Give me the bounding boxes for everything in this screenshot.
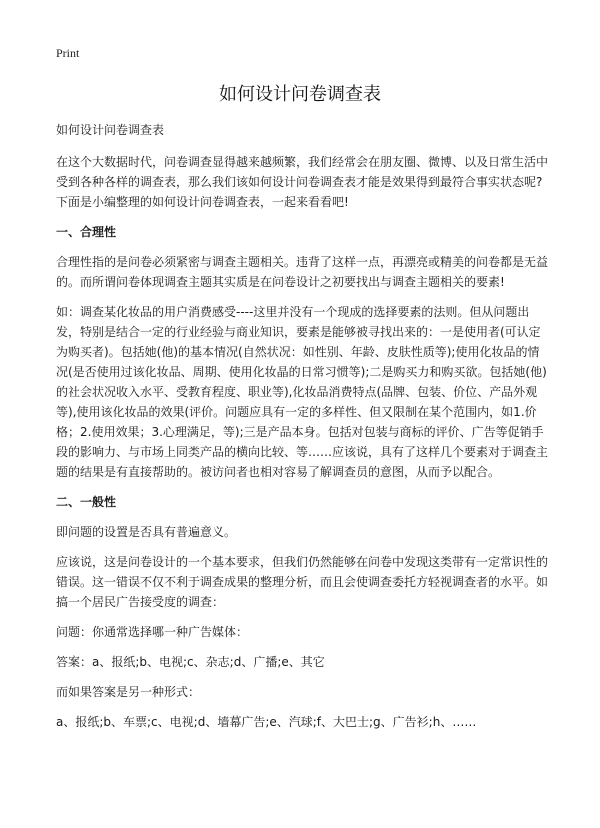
- survey-question: 问题：你通常选择哪一种广告媒体：: [56, 625, 249, 639]
- rationality-paragraph-1: 合理性指的是问卷必须紧密与调查主题相关。违背了这样一点，再漂亮或精美的问卷都是无益的。而所谓问卷体现调查主题其实质是在问卷设计之初要找出与调查主题相关的要素!: [56, 255, 549, 289]
- alternative-answer: a、报纸;b、车票;c、电视;d、墙幕广告;e、汽球;f、大巴士;g、广告衫;h、……: [56, 715, 477, 729]
- survey-answer: 答案：a、报纸;b、电视;c、杂志;d、广播;e、其它: [56, 655, 325, 669]
- article-subtitle: 如何设计问卷调查表: [56, 123, 165, 137]
- intro-paragraph: 在这个大数据时代，问卷调查显得越来越频繁，我们经常会在朋友圈、微博、以及日常生活中受到各种各样的调查表，那么我们该如何设计问卷调查表才能是效果得到最符合事实状态呢?下面是小编整理的如何设计问卷调查表，一起来看看吧!: [56, 155, 549, 209]
- alternative-answer-intro: 而如果答案是另一种形式：: [56, 685, 201, 699]
- generality-paragraph-1: 即问题的设置是否具有普遍意义。: [56, 525, 237, 539]
- rationality-paragraph-2: 如：调查某化妆品的用户消费感受----这里并没有一个现成的选择要素的法则。但从问题出发，特别是结合一定的行业经验与商业知识，要素是能够被寻找出来的：一是使用者(可认定为购买者)。包括她(他)的基本情况(自然状况：如性别、年龄、皮肤性质等);使用化妆品的情况(是否使用过该化妆品、周期、使用化妆晶的日常习惯等);二是购买力和购买欲。包括她(他)的社会状况收入水平、受教育程度、职业等),化妆品消费特点(品牌、包装、价位、产品外观等),使用该化妆品的效果(评价。问题应具有一定的多样性、但又限制在某个范围内，如1.价格；2.使用效果；3.心理满足，等);三是产品本身。包括对包装与商标的评价、广告等促销手段的影响力、与市场上同类产品的横向比较、等……应该说，具有了这样几个要素对于调查主题的结果是有直接帮助的。被访问者也相对容易了解调查员的意图，从而予以配合。: [56, 305, 549, 479]
- section-heading-generality: 二、一般性: [56, 495, 117, 509]
- page-title: 如何设计问卷调查表: [219, 84, 381, 105]
- print-link[interactable]: Print: [56, 46, 80, 60]
- generality-paragraph-2: 应该说，这是问卷设计的一个基本要求，但我们仍然能够在问卷中发现这类带有一定常识性的错误。这一错误不仅不利于调查成果的整理分析，而且会使调查委托方轻视调查者的水平。如搞一个居民广告接受度的调查：: [56, 555, 549, 609]
- article-body: [56, 120, 550, 742]
- section-heading-rationality: 一、合理性: [56, 225, 117, 239]
